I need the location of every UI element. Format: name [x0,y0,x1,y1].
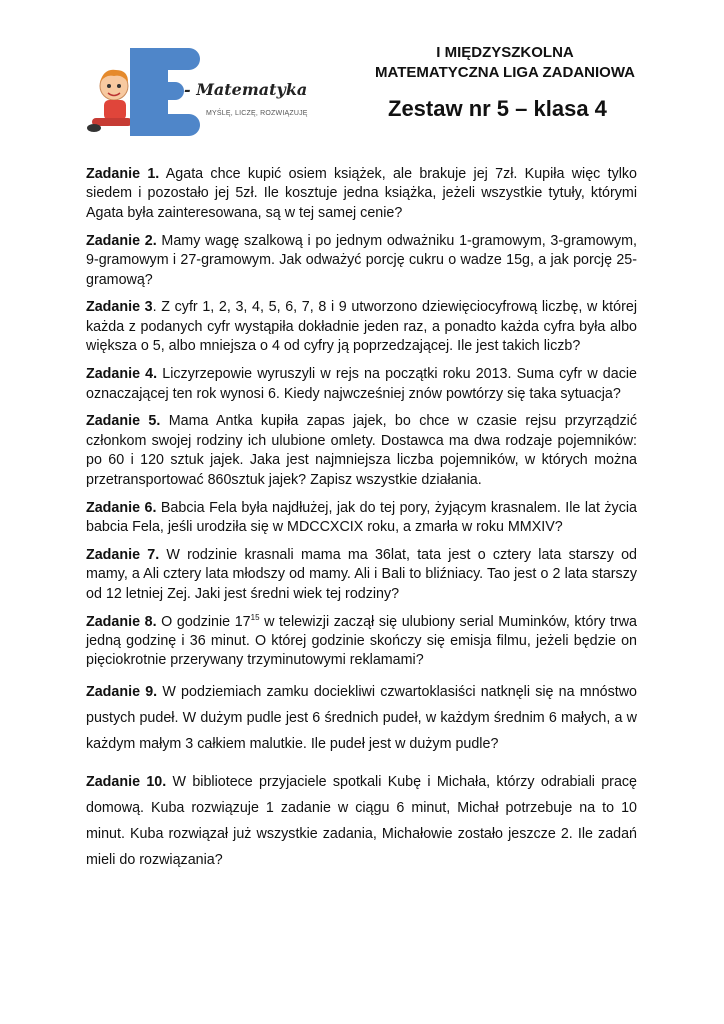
task-text: W rodzinie krasnali mama ma 36lat, tata jest o cztery lata starszy od mamy, a Ali cztery lata młodszy od mamy. Ali i Bali to bliźniacy. Tao jest o 2 lata starszy od 12 letniej Zej. Jaki jest średni wiek tej rodziny? [86,546,637,602]
e-matematyka-logo [84,38,324,140]
task-text: W podziemiach zamku dociekliwi czwartoklasiści natknęli się na mnóstwo pustych pudeł. W dużym pudle jest 6 średnich pudeł, w każdym średnim 6 małych, a w każdym małym 3 całkiem malutkie. Ile pudeł jest w dużym pudle? [86,684,637,753]
task-10 [86,769,637,873]
task-label: Zadanie 10. [86,774,167,791]
task-6 [86,499,637,538]
task-8 [86,613,637,671]
task-label: Zadanie 6. [86,499,157,516]
task-5 [86,412,637,490]
task-text: w telewizji zaczął się ulubiony serial Muminków, który trwa jedną godzinę i 36 minut. O której godzinie skończy się emisja filmu, jeżeli będzie on pięciokrotnie przerywany trzyminutowymi reklamami? [86,613,637,669]
task-text: . Z cyfr 1, 2, 3, 4, 5, 6, 7, 8 i 9 utworzono dziewięciocyfrową liczbę, w której każda z podanych cyfr wystąpiła dokładnie jeden raz, a ponadto każda cyfra była albo większa o 5, albo mniejsza o 4 od cyfry ją poprzedzającej. Ile jest takich liczb? [86,299,637,355]
task-text: Mamy wagę szalkową i po jednym odważniku 1-gramowym, 3-gramowym, 9-gramowym i 27-gramowym. Jak odważyć porcję cukru o wadze 15g, a jak porcję 25-gramową? [86,232,638,288]
logo-name: - Matematyka [184,80,308,99]
logo-e-bar-top [130,48,200,70]
task-1 [86,165,637,223]
task-text: Mama Antka kupiła zapas jajek, bo chce w czasie rejsu przyrządzić członkom swojej rodziny ich ulubione omlety. Dostawca ma dwa rodzaje pojemników: po 60 i 120 sztuk jajek. Jaka jest najmniejsza liczba pojemników, w których można przetransportować 860sztuk jajek? Zapisz wszystkie działania. [86,413,638,488]
league-heading [330,43,680,83]
league-heading-line1: I MIĘDZYSZKOLNA [436,44,574,61]
league-heading-line2: MATEMATYCZNA LIGA ZADANIOWA [375,64,635,81]
task-label: Zadanie 5. [86,413,161,430]
task-list [86,165,637,885]
task-superscript: 15 [250,612,260,622]
logo-e-bar-middle [130,82,184,100]
task-label: Zadanie 7. [86,546,160,563]
task-text: O godzinie 17 [161,613,251,630]
task-text: Babcia Fela była najdłużej, jak do tej pory, żyjącym krasnalem. Ile lat życia babcia Fela, jeśli urodziła się w MDCCXCIX roku, a zmarła w roku MMXIV? [86,499,637,535]
task-4 [86,365,637,404]
task-7 [86,546,637,604]
task-label: Zadanie 8. [86,613,157,630]
task-label: Zadanie 4. [86,366,158,383]
page-title: Zestaw nr 5 – klasa 4 [388,96,607,121]
task-label: Zadanie 3 [86,299,153,316]
logo-e-bar-bottom [130,114,200,136]
task-label: Zadanie 1. [86,166,160,182]
task-text: Agata chce kupić osiem książek, ale brakuje jej 7zł. Kupiła więc tylko siedem i pozostało jej 5zł. Ile kosztuje jedna książka, jeżeli wszystkie tytuły, którymi Agata była zainteresowana, są w tej samej cenie? [86,166,637,221]
task-text: Liczyrzepowie wyruszyli w rejs na początki roku 2013. Suma cyfr w dacie oznaczającej ten rok wynosi 6. Kiedy najwcześniej znów powtórzy się taka sytuacja? [86,366,637,402]
task-3 [86,298,637,356]
logo-tagline: MYŚLĘ, LICZĘ, ROZWIĄZUJĘ [206,110,308,117]
task-label: Zadanie 2. [86,232,157,249]
task-9 [86,679,637,757]
task-2 [86,232,637,290]
task-label: Zadanie 9. [86,684,158,701]
task-text: W bibliotece przyjaciele spotkali Kubę i Michała, którzy odrabiali pracę domową. Kuba rozwiązuje 1 zadanie w ciągu 6 minut, Michał potrzebuje na to 10 minut. Kuba rozwiązał już wszystkie zadania, Michałowie zostało jeszcze 2. Ile zadań mieli do rozwiązania? [86,774,637,869]
